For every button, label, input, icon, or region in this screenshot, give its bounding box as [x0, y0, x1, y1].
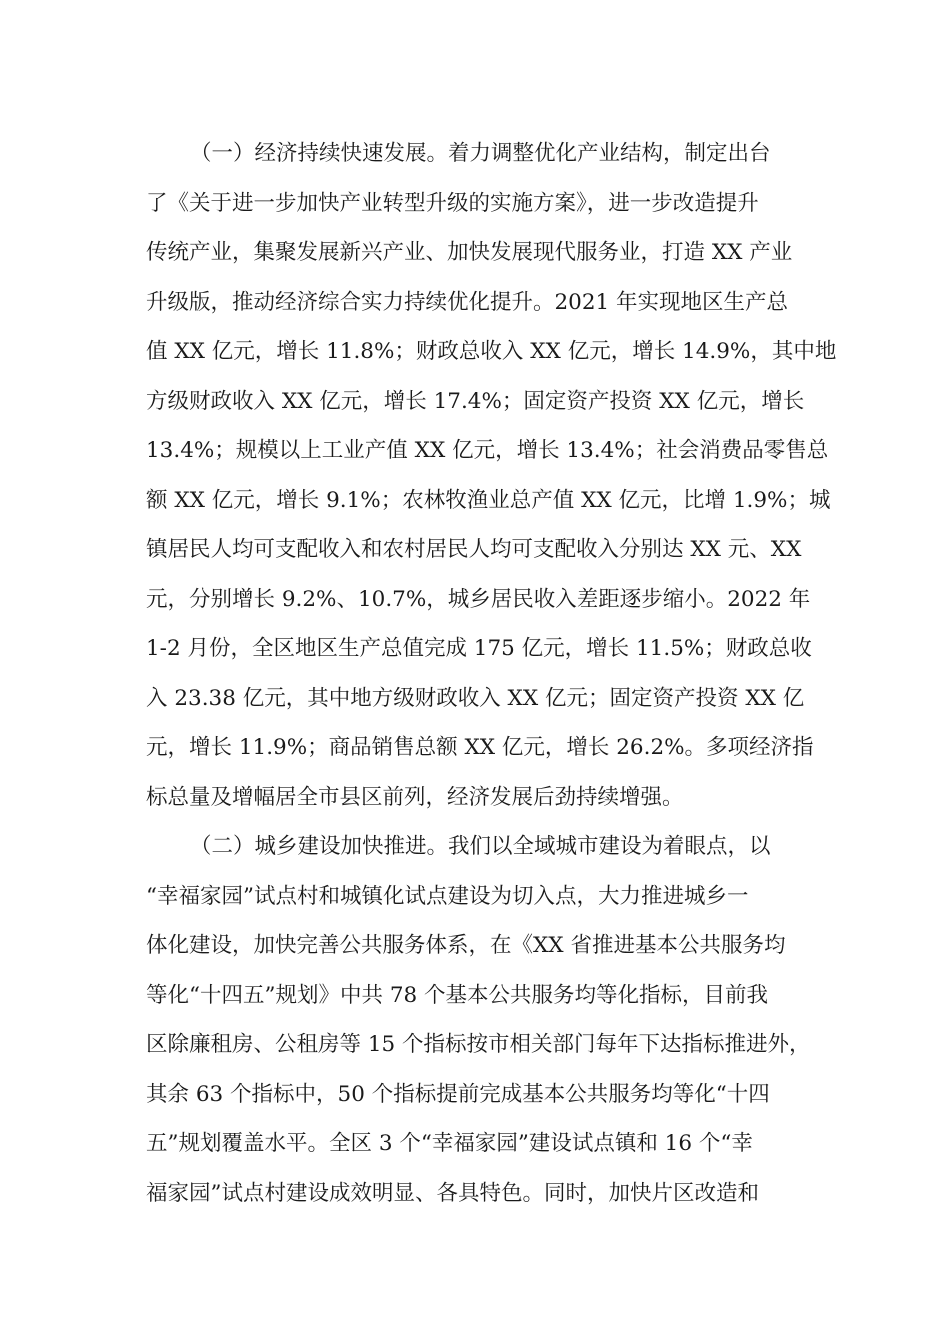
paragraph-line: 了《关于进一步加快产业转型升级的实施方案》，进一步改造提升 [146, 191, 759, 216]
paragraph-line: 1-2 月份，全区地区生产总值完成 175 亿元，增长 11.5%；财政总收 [146, 636, 812, 661]
paragraph-line: 元，分别增长 9.2%、10.7%，城乡居民收入差距逐步缩小。2022 年 [146, 587, 811, 612]
paragraph-line: 其余 63 个指标中，50 个指标提前完成基本公共服务均等化“十四 [146, 1082, 770, 1107]
paragraph-2-heading-line: （二）城乡建设加快推进。我们以全域城市建设为着眼点，以 [190, 834, 771, 859]
paragraph-line: 福家园”试点村建设成效明显、各具特色。同时，加快片区改造和 [146, 1181, 759, 1206]
paragraph-line: 值 XX 亿元，增长 11.8%；财政总收入 XX 亿元，增长 14.9%，其中地 [146, 339, 837, 364]
paragraph-line: 体化建设，加快完善公共服务体系，在《XX 省推进基本公共服务均 [146, 933, 786, 958]
paragraph-1-heading-line: （一）经济持续快速发展。着力调整优化产业结构，制定出台 [190, 141, 771, 166]
paragraph-line: 方级财政收入 XX 亿元，增长 17.4%；固定资产投资 XX 亿元，增长 [146, 389, 805, 414]
paragraph-line: 等化“十四五”规划》中共 78 个基本公共服务均等化指标，目前我 [146, 983, 769, 1008]
paragraph-line: 额 XX 亿元，增长 9.1%；农林牧渔业总产值 XX 亿元，比增 1.9%；城 [146, 488, 831, 513]
paragraph-line: 标总量及增幅居全市县区前列，经济发展后劲持续增强。 [146, 785, 684, 810]
paragraph-line: 镇居民人均可支配收入和农村居民人均可支配收入分别达 XX 元、XX [146, 537, 802, 562]
paragraph-line: 传统产业，集聚发展新兴产业、加快发展现代服务业，打造 XX 产业 [146, 240, 793, 265]
paragraph-line: 升级版，推动经济综合实力持续优化提升。2021 年实现地区生产总 [146, 290, 789, 315]
paragraph-line: “幸福家园”试点村和城镇化试点建设为切入点，大力推进城乡一 [146, 884, 749, 909]
paragraph-line: 五”规划覆盖水平。全区 3 个“幸福家园”建设试点镇和 16 个“幸 [146, 1131, 753, 1156]
paragraph-line: 元，增长 11.9%；商品销售总额 XX 亿元，增长 26.2%。多项经济指 [146, 735, 814, 760]
paragraph-line: 13.4%；规模以上工业产值 XX 亿元，增长 13.4%；社会消费品零售总 [146, 438, 829, 463]
paragraph-line: 入 23.38 亿元，其中地方级财政收入 XX 亿元；固定资产投资 XX 亿 [146, 686, 805, 711]
paragraph-line: 区除廉租房、公租房等 15 个指标按市相关部门每年下达指标推进外， [146, 1032, 811, 1057]
